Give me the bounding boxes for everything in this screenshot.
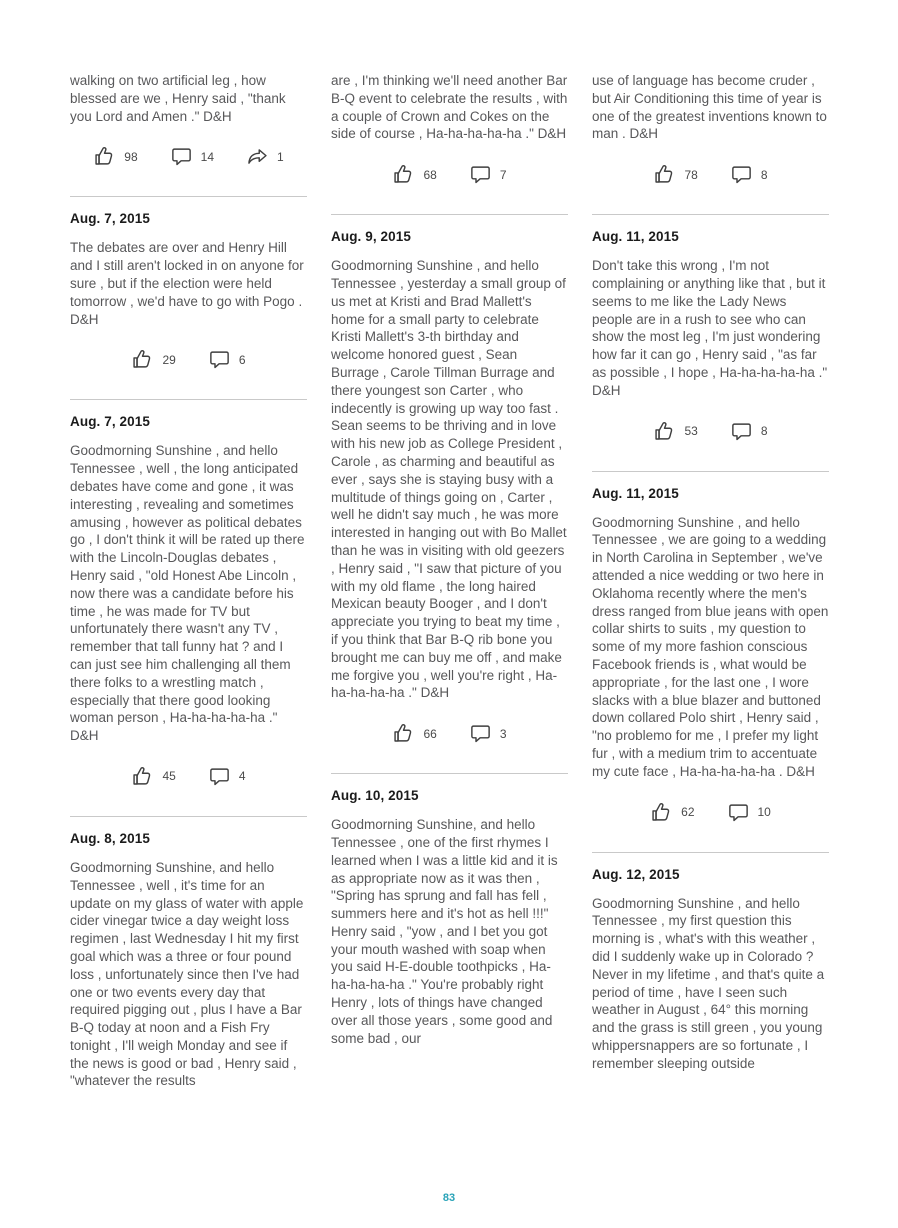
post-stats [592,420,829,443]
post-divider [70,196,307,197]
comment-icon [730,420,753,443]
like-stat [653,163,697,186]
post [70,831,307,1090]
post-date: Aug. 11, 2015 [592,485,679,501]
post-divider [592,852,829,853]
like-count: 68 [423,167,437,182]
post [331,788,568,1047]
like-count: 62 [681,805,695,820]
like-stat [131,348,175,371]
page-number: 83 [442,1192,456,1204]
post-columns [70,72,827,1090]
post-divider [70,399,307,400]
comment-icon [469,163,492,186]
comment-icon [170,145,193,168]
like-count: 78 [684,167,698,182]
comment-count: 6 [238,352,246,367]
post-stats [331,163,568,186]
thumbs-up-icon [392,722,415,745]
post-stats [70,765,307,788]
like-stat [392,722,436,745]
like-stat [93,145,137,168]
post [331,229,568,774]
post-body: Goodmorning Sunshine, and hello Tennessee , well , it's time for an update on my glass of water with apple cider vinegar twice a day weight loss regimen , last Wednesday I hit my first goal which was a three or four pound loss , unfortunately since then I've had one or two events every day that required pigging out , plus I have a Bar B-Q today at noon and a Fish Fry tonight , I'll weigh Monday and see if the news is good or bad , Henry said , "whatever the results [70,859,304,1089]
like-count: 29 [162,352,176,367]
thumbs-up-icon [131,765,154,788]
thumbs-up-icon [392,163,415,186]
like-stat [653,420,697,443]
post-date: Aug. 10, 2015 [331,788,419,804]
thumbs-up-icon [131,348,154,371]
thumbs-up-icon [650,801,673,824]
post-stats [331,722,568,745]
post [70,72,307,197]
post-stats [592,801,829,824]
like-count: 98 [124,149,138,164]
column-left [70,72,307,1090]
post-date: Aug. 12, 2015 [592,866,680,882]
post-body: Goodmorning Sunshine , and hello Tennessee , well , the long anticipated debates have come and gone , it was interesting , revealing and sometimes amusing , however as political debates go , I don't think it will be rated up there with the Lincoln-Douglas debates , Henry said , "old Honest Abe Lincoln , now there was a candidate before his time , he was made for TV but unfortunately there wasn't any TV , remember that tall funny hat ? and I can just see him challenging all them there folks to a wrestling match , especially that there good looking woman person , Ha-ha-ha-ha-ha ." D&H [70,443,305,744]
post-body: Goodmorning Sunshine , and hello Tennessee , we are going to a wedding in North Carolina in September , we've attended a nice wedding or two here in Oklahoma recently where the men's dress ranged from blue jeans with open collar shirts to suits , my question to some of my more fashion conscious Facebook friends is , what would be appropriate , for the last one , I wore slacks with a blue blazer and buttoned down collared Polo shirt , Henry said , "no problemo for me , I prefer my light fur , with a medium trim to accentuate my cute face , Ha-ha-ha-ha-ha . D&H [592,514,829,779]
comment-stat [469,722,507,745]
post [592,72,829,215]
like-stat [131,765,175,788]
post-body: Goodmorning Sunshine, and hello Tennessee , one of the first rhymes I learned when I was a little kid and it is as appropriate now as it was then , "Spring has sprung and fall has fell , summers here and it's hot as hell !!!" Henry said , "yow , and I bet you got your mouth washed with soap when you said H-E-double toothpicks , Ha-ha-ha-ha-ha ." You're probably right Henry , lots of things have changed over all those years , some good and some bad , our [331,817,558,1046]
comment-stat [208,348,246,371]
post-date: Aug. 7, 2015 [70,414,150,430]
post [331,72,568,215]
comment-count: 10 [757,805,771,820]
post-date: Aug. 11, 2015 [592,229,679,245]
post-stats [70,145,307,168]
post-body: walking on two artificial leg , how blessed are we , Henry said , "thank you Lord and Amen ." D&H [70,73,286,124]
comment-stat [730,420,768,443]
post-body: The debates are over and Henry Hill and I still aren't locked in on anyone for sure , but if the election were held tomorrow , we'd have to go with Pogo . D&H [70,240,304,327]
post-divider [331,214,568,215]
post-divider [592,214,829,215]
comment-stat [730,163,768,186]
comment-count: 4 [238,769,246,784]
comment-icon [208,765,231,788]
post-body: Goodmorning Sunshine , and hello Tennessee , yesterday a small group of us met at Kristi and Brad Mallett's home for a small party to celebrate Kristi Mallett's 3-th birthday and welcome honored guest , Sean Burrage , Carole Tillman Burrage and there youngest son Carter , who indecently is growing up way too fast . Sean seems to be thriving and in love with his new job as College President , Carole , as charming and beautiful as ever , says she is staying busy with a multitude of things going on , Carter , well he didn't say much , he was more interested in hanging out with Bo Mallet than he was in visiting with old geezers , Henry said , "I saw that picture of you with my old flame , the long haired Mexican beauty Booger , and I don't appreciate you trying to beat my time , if you think that Bar B-Q rib bone you brought me can buy me off , and make me forgive you , well you're right , Ha-ha-ha-ha-ha ." D&H [331,258,567,701]
post-date: Aug. 8, 2015 [70,830,150,846]
comment-stat [727,801,771,824]
post [592,867,829,1073]
comment-icon [469,722,492,745]
comment-icon [730,163,753,186]
like-count: 66 [423,726,437,741]
post-date: Aug. 9, 2015 [331,229,411,245]
post-body: Goodmorning Sunshine , and hello Tennessee , my first question this morning is , what's with this weather , did I suddenly wake up in Colorado ? Never in my lifetime , and that's quite a period of time , have I seen such weather in August , 64° this morning and the grass is still green , you young whippersnappers are so fortunate , I remember sleeping outside [592,895,825,1071]
share-arrow-icon [246,145,269,168]
post [70,211,307,400]
post-divider [331,773,568,774]
post-divider [592,471,829,472]
thumbs-up-icon [653,163,676,186]
comment-count: 14 [200,149,215,164]
thumbs-up-icon [93,145,116,168]
comment-count: 3 [499,726,507,741]
like-stat [650,801,694,824]
post-divider [70,816,307,817]
like-count: 45 [162,769,176,784]
post [592,486,829,853]
like-stat [392,163,436,186]
comment-stat [469,163,507,186]
comment-stat [208,765,246,788]
column-middle [331,72,568,1090]
comment-count: 8 [760,424,768,439]
comment-icon [727,801,750,824]
post [592,229,829,471]
column-right [592,72,829,1090]
post-body: use of language has become cruder , but Air Conditioning this time of year is one of the greatest inventions known to man . D&H [592,73,827,142]
like-count: 53 [684,424,698,439]
post-body: Don't take this wrong , I'm not complaining or anything like that , but it seems to me like the Lady News people are in a rush to see who can show the most leg , I'm just wondering how far it can go , Henry said , "as far as possible , I hope , Ha-ha-ha-ha-ha ." D&H [592,258,828,398]
post-stats [592,163,829,186]
post-body: are , I'm thinking we'll need another Bar B-Q event to celebrate the results , with a couple of Crown and Cokes on the side of course , Ha-ha-ha-ha-ha ." D&H [331,73,568,142]
post-date: Aug. 7, 2015 [70,211,150,227]
comment-count: 7 [499,167,507,182]
share-count: 1 [277,149,284,164]
post [70,414,307,817]
share-stat [246,145,284,168]
thumbs-up-icon [653,420,676,443]
comment-count: 8 [760,167,768,182]
comment-icon [208,348,231,371]
comment-stat [170,145,214,168]
post-stats [70,348,307,371]
